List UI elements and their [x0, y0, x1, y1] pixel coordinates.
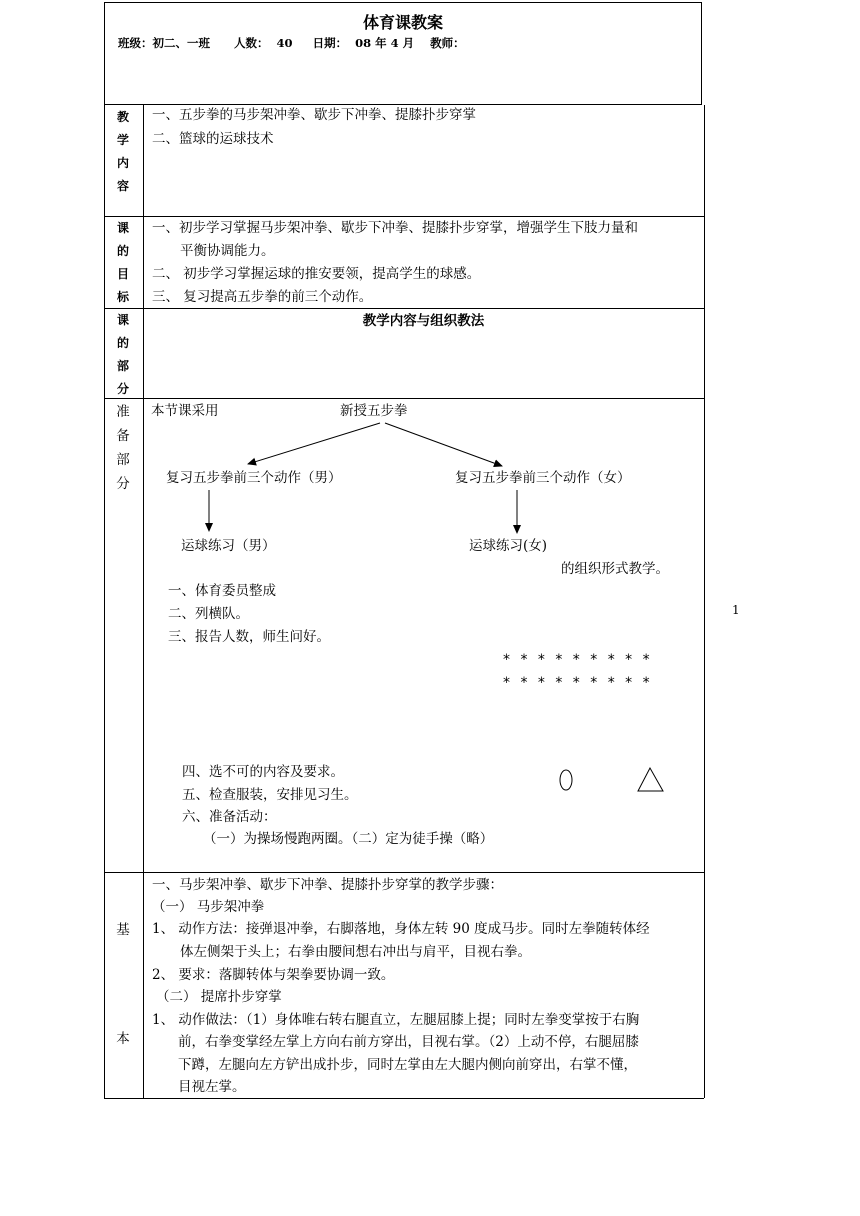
teaching-content-label: 教 学 内 容: [116, 110, 129, 193]
triangle-marker-icon: [638, 768, 663, 791]
parts-label: 课 的 部 分: [116, 313, 129, 396]
count-value: 40: [276, 36, 293, 50]
objective-3: 三、 复习提高五步拳的前三个动作。: [152, 289, 373, 305]
objectives-label: 课 的 目 标: [116, 221, 129, 304]
formation-symbols: [540, 760, 680, 800]
formation-row-2: * * * * * * * * *: [503, 675, 653, 691]
arrow-to-right-node: [385, 423, 502, 466]
flow-right-node: 复习五步拳前三个动作（女）: [455, 470, 631, 486]
flow-tail: 的组织形式教学。: [561, 561, 669, 577]
basic-sub-2: （二） 提席扑步穿掌: [156, 989, 282, 1005]
document-title: 体育课教案: [362, 13, 443, 32]
date-value: 08 年 4 月: [355, 36, 415, 50]
content-item-2: 二、篮球的运球技术: [152, 131, 274, 147]
basic-s2-line2: 前，右拳变掌经左掌上方向右前方穿出，目视右掌。（2）上动不停，右腿屈膝: [178, 1034, 639, 1050]
basic-s1-line2: 体左侧架于头上；右拳由腰间想右冲出与肩平，目视右拳。: [180, 944, 531, 960]
prep-step-6: 六、准备活动：: [182, 809, 277, 825]
basic-s1-line1: 1、 动作方法：接弹退冲拳，右脚落地，身体左转 90 度成马步。同时左拳随转体经: [152, 921, 650, 937]
basic-sub-1: （一） 马步架冲拳: [152, 899, 265, 915]
arrow-to-left-node: [248, 423, 380, 464]
basic-s2-line4: 目视左掌。: [178, 1079, 246, 1095]
prep-step-3: 三、报告人数，师生问好。: [168, 629, 330, 645]
prep-step-4: 四、选不可的内容及要求。: [182, 764, 344, 780]
flow-arrows: [0, 0, 860, 560]
formation-row-1: * * * * * * * * *: [503, 652, 653, 668]
preparation-label: 准 备 部 分: [116, 404, 130, 492]
prep-activities: （一）为操场慢跑两圈。（二）定为徒手操（略）: [203, 831, 494, 847]
class-value: 初二、一班: [152, 36, 210, 50]
count-label: 人数：: [234, 36, 269, 50]
parts-heading: 教学内容与组织教法: [362, 313, 485, 329]
objective-1-line1: 一、初步学习掌握马步架冲拳、歇步下冲拳、提膝扑步穿掌，增强学生下肢力量和: [152, 220, 638, 236]
teacher-label: 教师：: [430, 36, 465, 50]
prep-intro: 本节课采用: [151, 403, 219, 419]
flow-right-bottom: 运球练习(女): [469, 538, 548, 554]
objective-1-line2: 平衡协调能力。: [180, 243, 275, 259]
basic-label-bottom: 本: [116, 1031, 130, 1047]
prep-step-2: 二、列横队。: [168, 606, 249, 622]
basic-s2-line1: 1、 动作做法：（1）身体唯右转右腿直立，左腿屈膝上提；同时左拳变掌按于右胸: [152, 1012, 640, 1028]
flow-top-node: 新授五步拳: [340, 403, 408, 419]
flow-left-node: 复习五步拳前三个动作（男）: [166, 470, 342, 486]
page-number: 1: [732, 603, 740, 617]
date-label: 日期：: [312, 36, 348, 50]
circle-marker-icon: [560, 770, 572, 790]
basic-s2-line3: 下蹲，左腿向左方铲出成扑步，同时左掌由左大腿内侧向前穿出，右掌不懂，: [178, 1057, 637, 1073]
basic-s1-requirement: 2、 要求：落脚转体与架拳要协调一致。: [152, 967, 395, 983]
row-divider-4: [104, 872, 704, 873]
basic-heading: 一、马步架冲拳、歇步下冲拳、提膝扑步穿掌的教学步骤：: [152, 877, 503, 893]
content-item-1: 一、五步拳的马步架冲拳、歇步下冲拳、提膝扑步穿掌: [152, 107, 476, 123]
table-bottom-border: [104, 1098, 704, 1099]
objective-2: 二、 初步学习掌握运球的推安要领，提高学生的球感。: [152, 266, 481, 282]
prep-step-1: 一、体育委员整成: [168, 583, 276, 599]
flow-left-bottom: 运球练习（男）: [181, 538, 276, 554]
prep-step-5: 五、检查服装，安排见习生。: [182, 787, 358, 803]
basic-label-top: 基: [116, 922, 130, 938]
class-label: 班级：: [118, 36, 153, 50]
